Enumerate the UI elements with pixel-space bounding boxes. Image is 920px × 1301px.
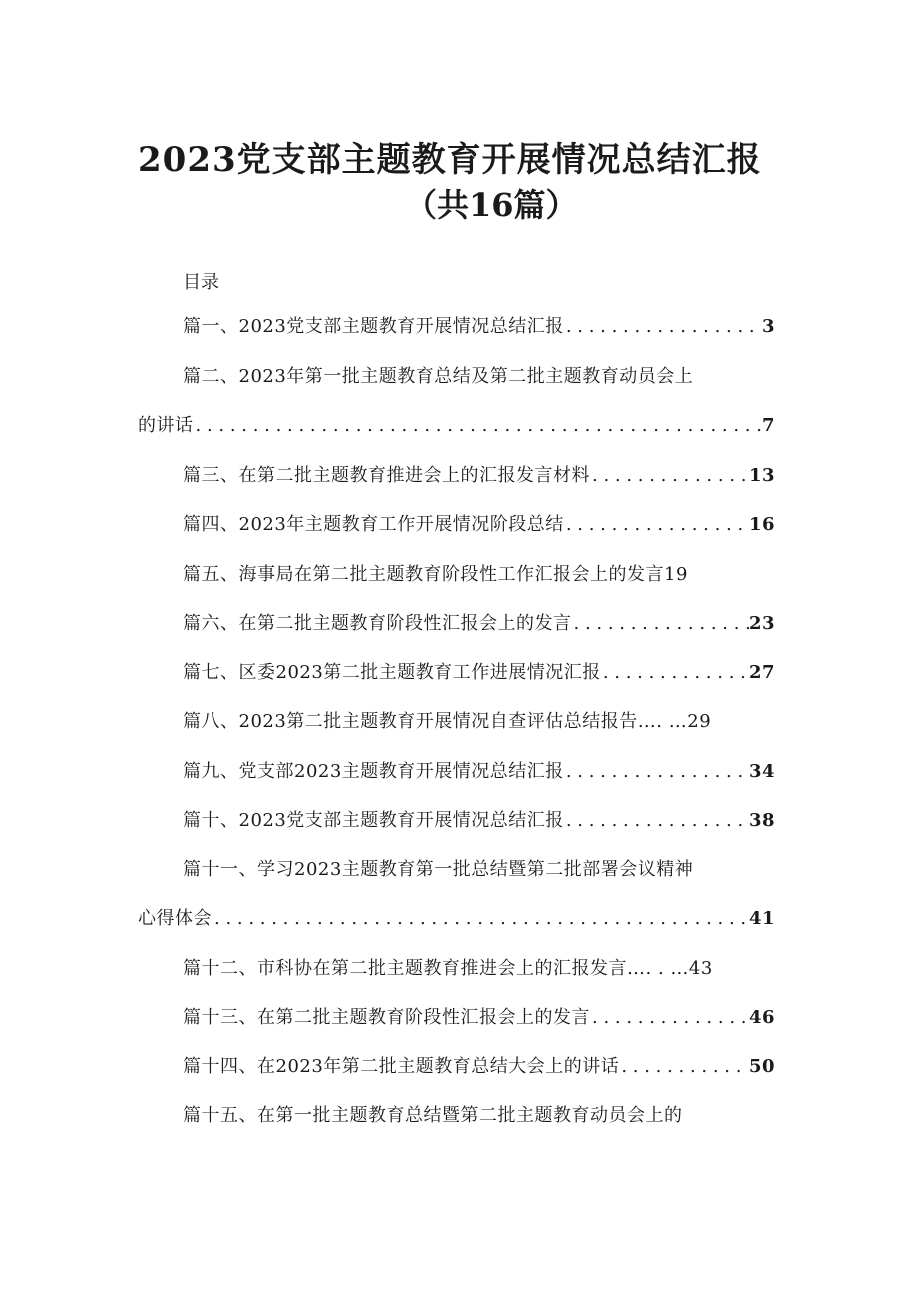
toc-entry[interactable] bbox=[183, 658, 775, 688]
document-title: 2023党支部主题教育开展情况总结汇报 bbox=[138, 140, 762, 180]
toc-entry-label: 篇九、党支部2023主题教育开展情况总结汇报 bbox=[183, 761, 564, 782]
toc-leader-dots bbox=[564, 806, 749, 836]
toc-leader-dots bbox=[572, 609, 749, 639]
toc-leader-dots bbox=[590, 461, 749, 491]
toc-entry[interactable] bbox=[183, 461, 775, 491]
toc-entry-page: 41 bbox=[748, 908, 775, 929]
toc-entry-page: 27 bbox=[748, 662, 775, 683]
toc-leader-dots bbox=[619, 1052, 749, 1082]
toc-entry[interactable] bbox=[183, 954, 783, 984]
toc-entry[interactable] bbox=[183, 707, 783, 737]
toc-entry-label: 篇十二、市科协在第二批主题教育推进会上的汇报发言…. . …43 bbox=[183, 958, 713, 979]
toc-entry[interactable] bbox=[183, 806, 775, 836]
toc-entry-page: 46 bbox=[748, 1007, 775, 1028]
toc-entry-label: 篇十四、在2023年第二批主题教育总结大会上的讲话 bbox=[183, 1056, 620, 1077]
document-subtitle: （共16篇） bbox=[405, 186, 578, 224]
toc-heading: 目录 bbox=[183, 272, 219, 293]
toc-entry[interactable] bbox=[183, 510, 775, 540]
toc-entry-label: 篇五、海事局在第二批主题教育阶段性工作汇报会上的发言19 bbox=[183, 564, 688, 585]
toc-entry-page: 34 bbox=[748, 761, 775, 782]
toc-entry[interactable] bbox=[183, 609, 775, 639]
toc-entry-label: 篇十三、在第二批主题教育阶段性汇报会上的发言 bbox=[183, 1007, 590, 1028]
toc-leader-dots bbox=[212, 904, 749, 934]
toc-leader-dots bbox=[601, 658, 749, 688]
toc-entry-page: 7 bbox=[761, 415, 775, 436]
toc-entry-continuation[interactable] bbox=[138, 411, 775, 441]
toc-entry-label: 篇一、2023党支部主题教育开展情况总结汇报 bbox=[183, 316, 564, 337]
toc-leader-dots bbox=[590, 1003, 749, 1033]
toc-entry-page: 3 bbox=[761, 316, 775, 337]
toc-leader-dots bbox=[564, 757, 749, 787]
toc-entry-label: 篇二、2023年第一批主题教育总结及第二批主题教育动员会上 bbox=[183, 366, 694, 387]
toc-entry-page: 50 bbox=[748, 1056, 775, 1077]
toc-entry[interactable] bbox=[183, 855, 783, 885]
toc-entry-label: 篇十、2023党支部主题教育开展情况总结汇报 bbox=[183, 810, 564, 831]
toc-entry-label: 篇四、2023年主题教育工作开展情况阶段总结 bbox=[183, 514, 564, 535]
toc-leader-dots bbox=[564, 312, 762, 342]
toc-entry[interactable] bbox=[183, 1101, 783, 1131]
toc-entry[interactable] bbox=[183, 312, 775, 342]
toc-entry[interactable] bbox=[183, 1003, 775, 1033]
toc-entry-continuation[interactable] bbox=[138, 904, 775, 934]
toc-entry[interactable] bbox=[183, 362, 783, 392]
toc-entry-label: 篇十一、学习2023主题教育第一批总结暨第二批部署会议精神 bbox=[183, 859, 694, 880]
toc-entry-page: 13 bbox=[748, 465, 775, 486]
toc-entry[interactable] bbox=[183, 1052, 775, 1082]
toc-entry[interactable] bbox=[183, 757, 775, 787]
toc-entry-label: 篇六、在第二批主题教育阶段性汇报会上的发言 bbox=[183, 613, 572, 634]
toc-entry-label: 篇十五、在第一批主题教育总结暨第二批主题教育动员会上的 bbox=[183, 1105, 683, 1126]
toc-entry-page: 23 bbox=[748, 613, 775, 634]
toc-entry-label: 篇三、在第二批主题教育推进会上的汇报发言材料 bbox=[183, 465, 590, 486]
toc-entry[interactable] bbox=[183, 560, 783, 590]
toc-entry-page: 38 bbox=[748, 810, 775, 831]
toc-entry-page: 16 bbox=[748, 514, 775, 535]
toc-leader-dots bbox=[194, 411, 762, 441]
toc-entry-label: 的讲话 bbox=[138, 415, 194, 436]
toc-leader-dots bbox=[564, 510, 749, 540]
toc-entry-label: 篇七、区委2023第二批主题教育工作进展情况汇报 bbox=[183, 662, 601, 683]
toc-entry-label: 篇八、2023第二批主题教育开展情况自查评估总结报告…. …29 bbox=[183, 711, 712, 732]
toc-entry-label: 心得体会 bbox=[138, 908, 212, 929]
